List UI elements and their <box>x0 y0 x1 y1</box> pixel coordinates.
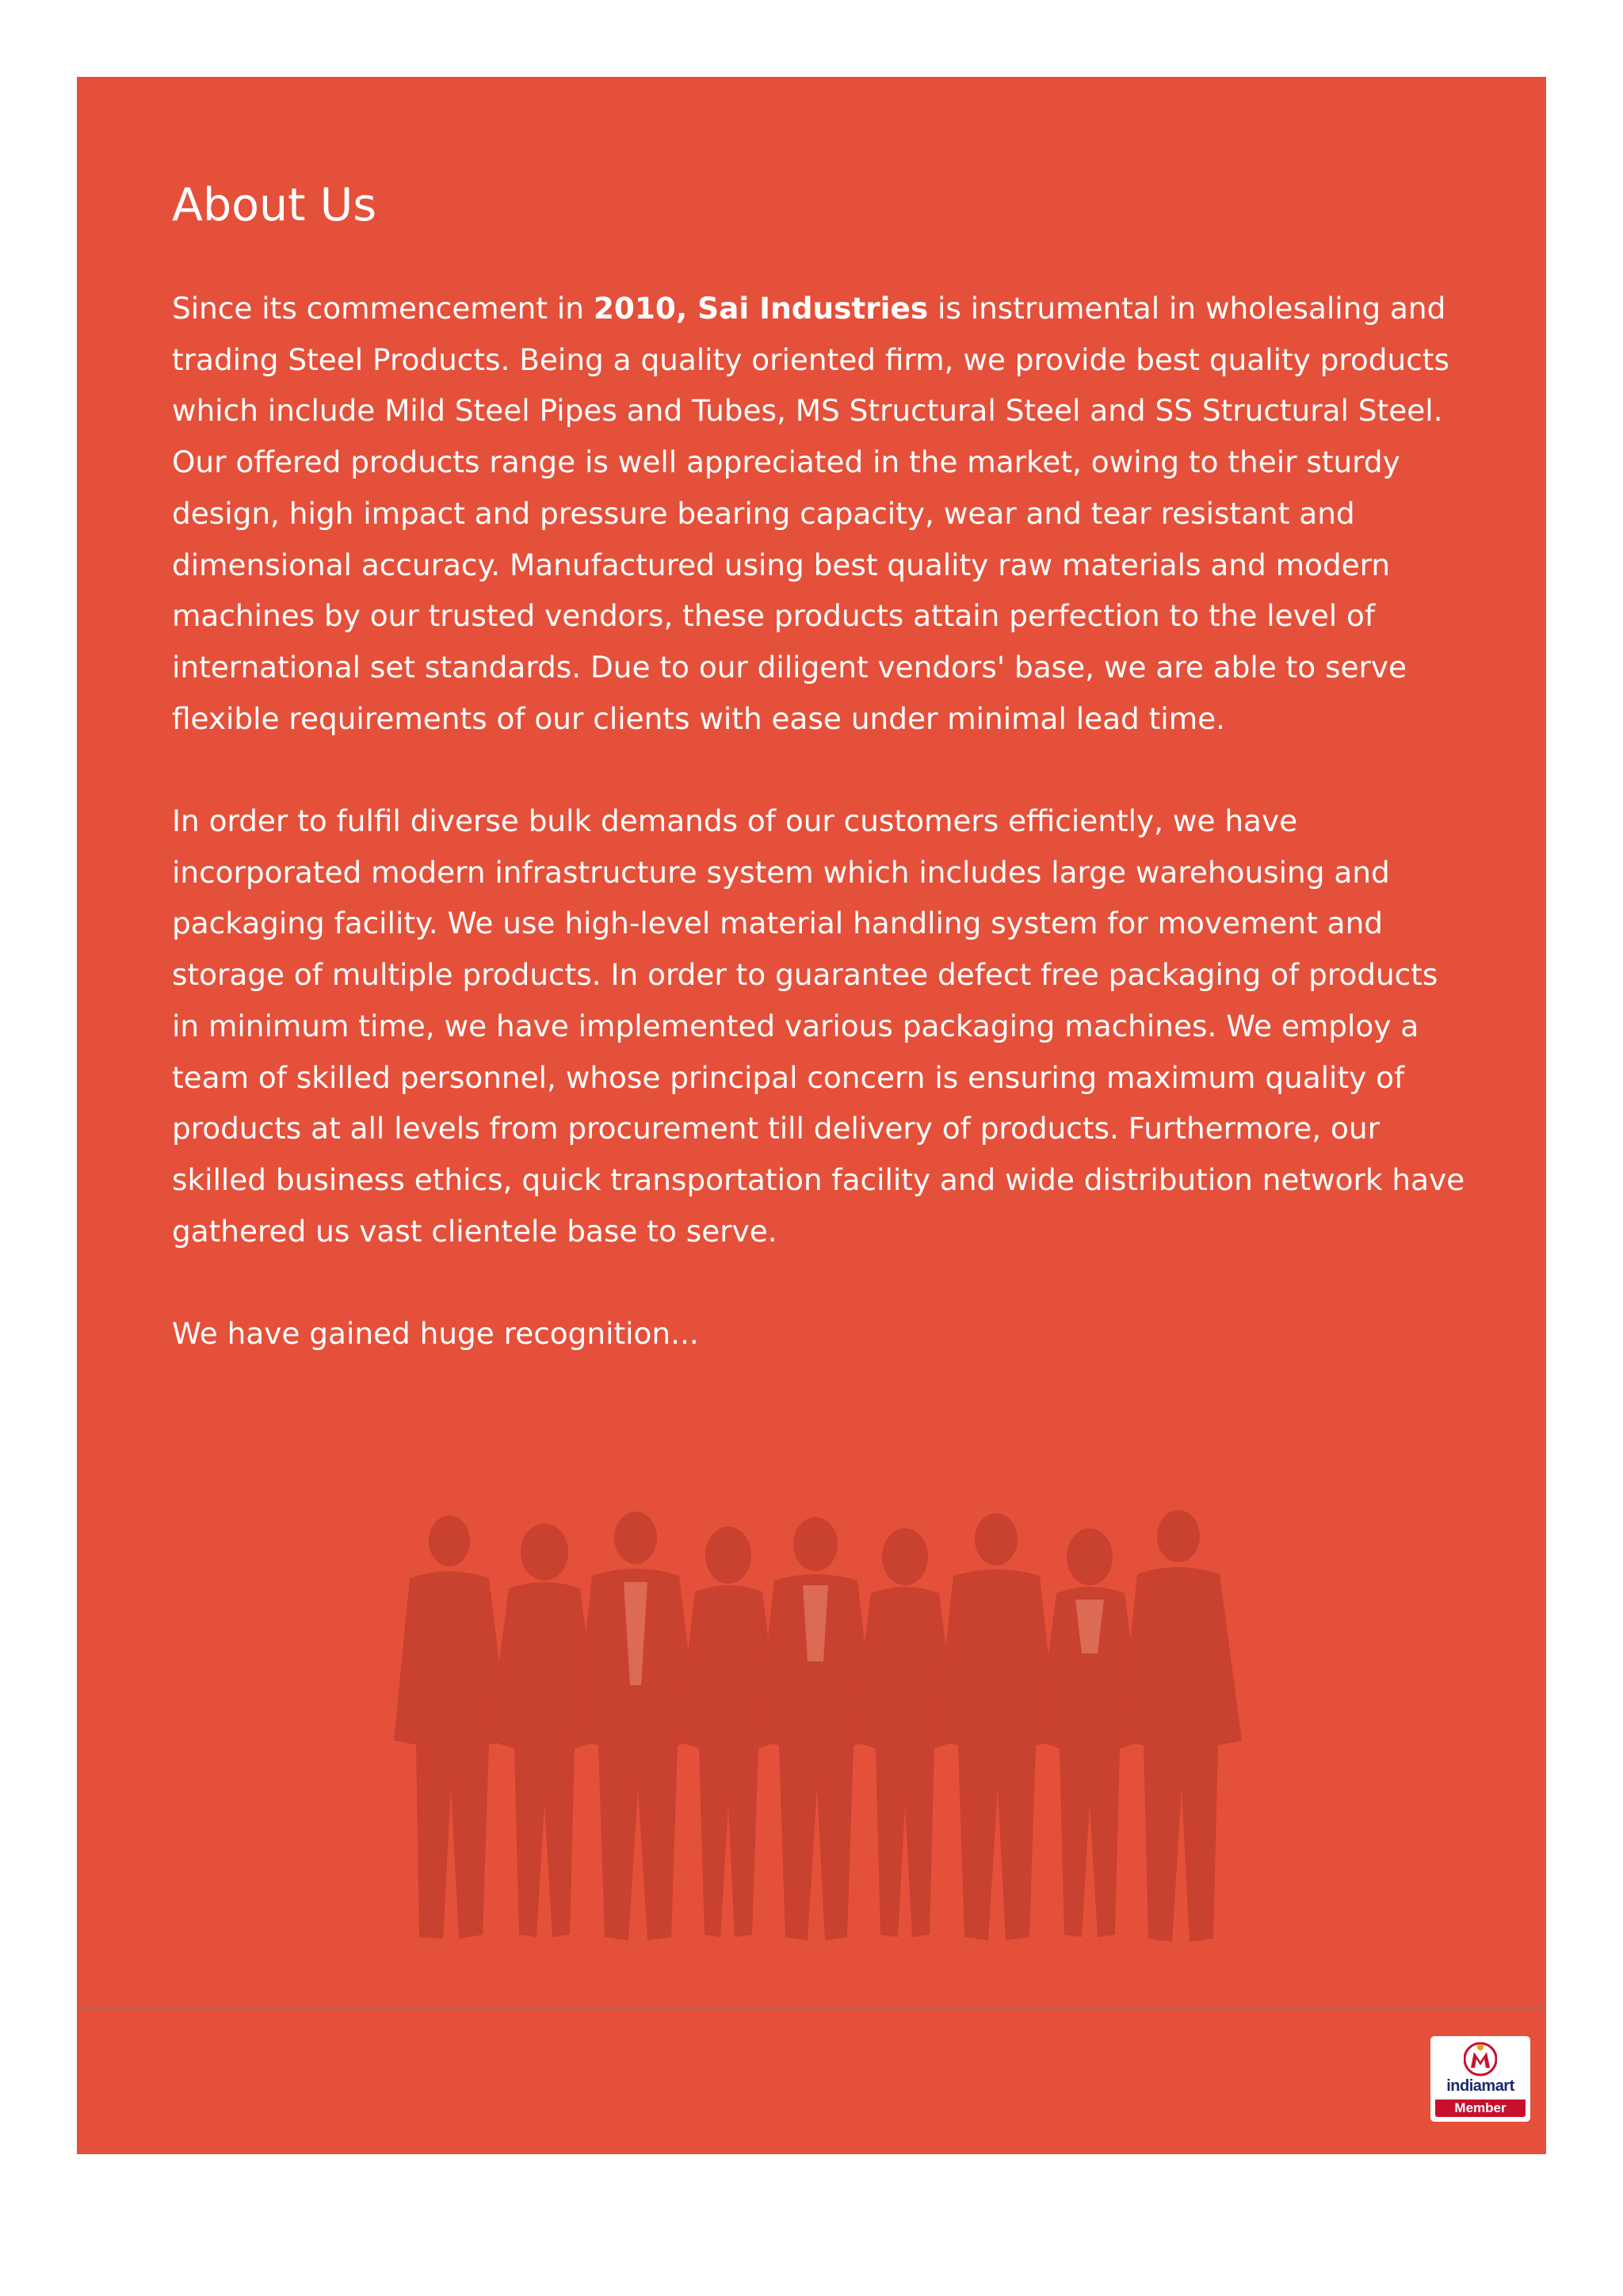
page-title: About Us <box>172 179 377 231</box>
footer-divider <box>77 2008 1546 2009</box>
indiamart-member-badge[interactable] <box>1430 2036 1530 2122</box>
about-panel <box>77 77 1546 2154</box>
intro-rest: is instrumental in wholesaling and trading Steel Products. Being a quality oriented firm, we provide best quality products which include Mild Steel Pipes and Tubes, MS Structural Steel and SS Structural Steel. Our offered products range is well appreciated in the market, owing to their sturdy design, high impact and pressure bearing capacity, wear and tear resistant and dimensional accuracy. Manufactured using best quality raw materials and modern machines by our trusted vendors, these products attain perfection to the level of international set standards. Due to our diligent vendors' base, we are able to serve flexible requirements of our clients with ease under minimal lead time. <box>172 291 1449 736</box>
company-highlight: 2010, Sai Industries <box>593 291 929 326</box>
paragraph-intro <box>172 283 1472 744</box>
paragraph-recognition: We have gained huge recognition... <box>172 1316 699 1352</box>
badge-member-label: Member <box>1435 2100 1526 2117</box>
intro-lead: Since its commencement in <box>172 291 594 326</box>
about-text <box>172 283 1472 1360</box>
badge-brand-name: indiamart <box>1446 2077 1514 2095</box>
team-silhouette-illustration <box>362 1503 1274 1947</box>
person-silhouette <box>1120 1510 1242 1942</box>
paragraph-infrastructure: In order to fulfil diverse bulk demands of our customers efficiently, we have incorporated modern infrastructure system which includes large warehousing and packaging facility. We use high-level material handling system for movement and storage of multiple products. In order to guarantee defect free packaging of products in minimum time, we have implemented various packaging machines. We employ a team of skilled personnel, whose principal concern is ensuring maximum quality of products at all levels from procurement till delivery of products. Furthermore, our skilled business ethics, quick transportation facility and wide distribution network have gathered us vast clientele base to serve. <box>172 803 1465 1249</box>
indiamart-logo-icon <box>1464 2041 1497 2077</box>
